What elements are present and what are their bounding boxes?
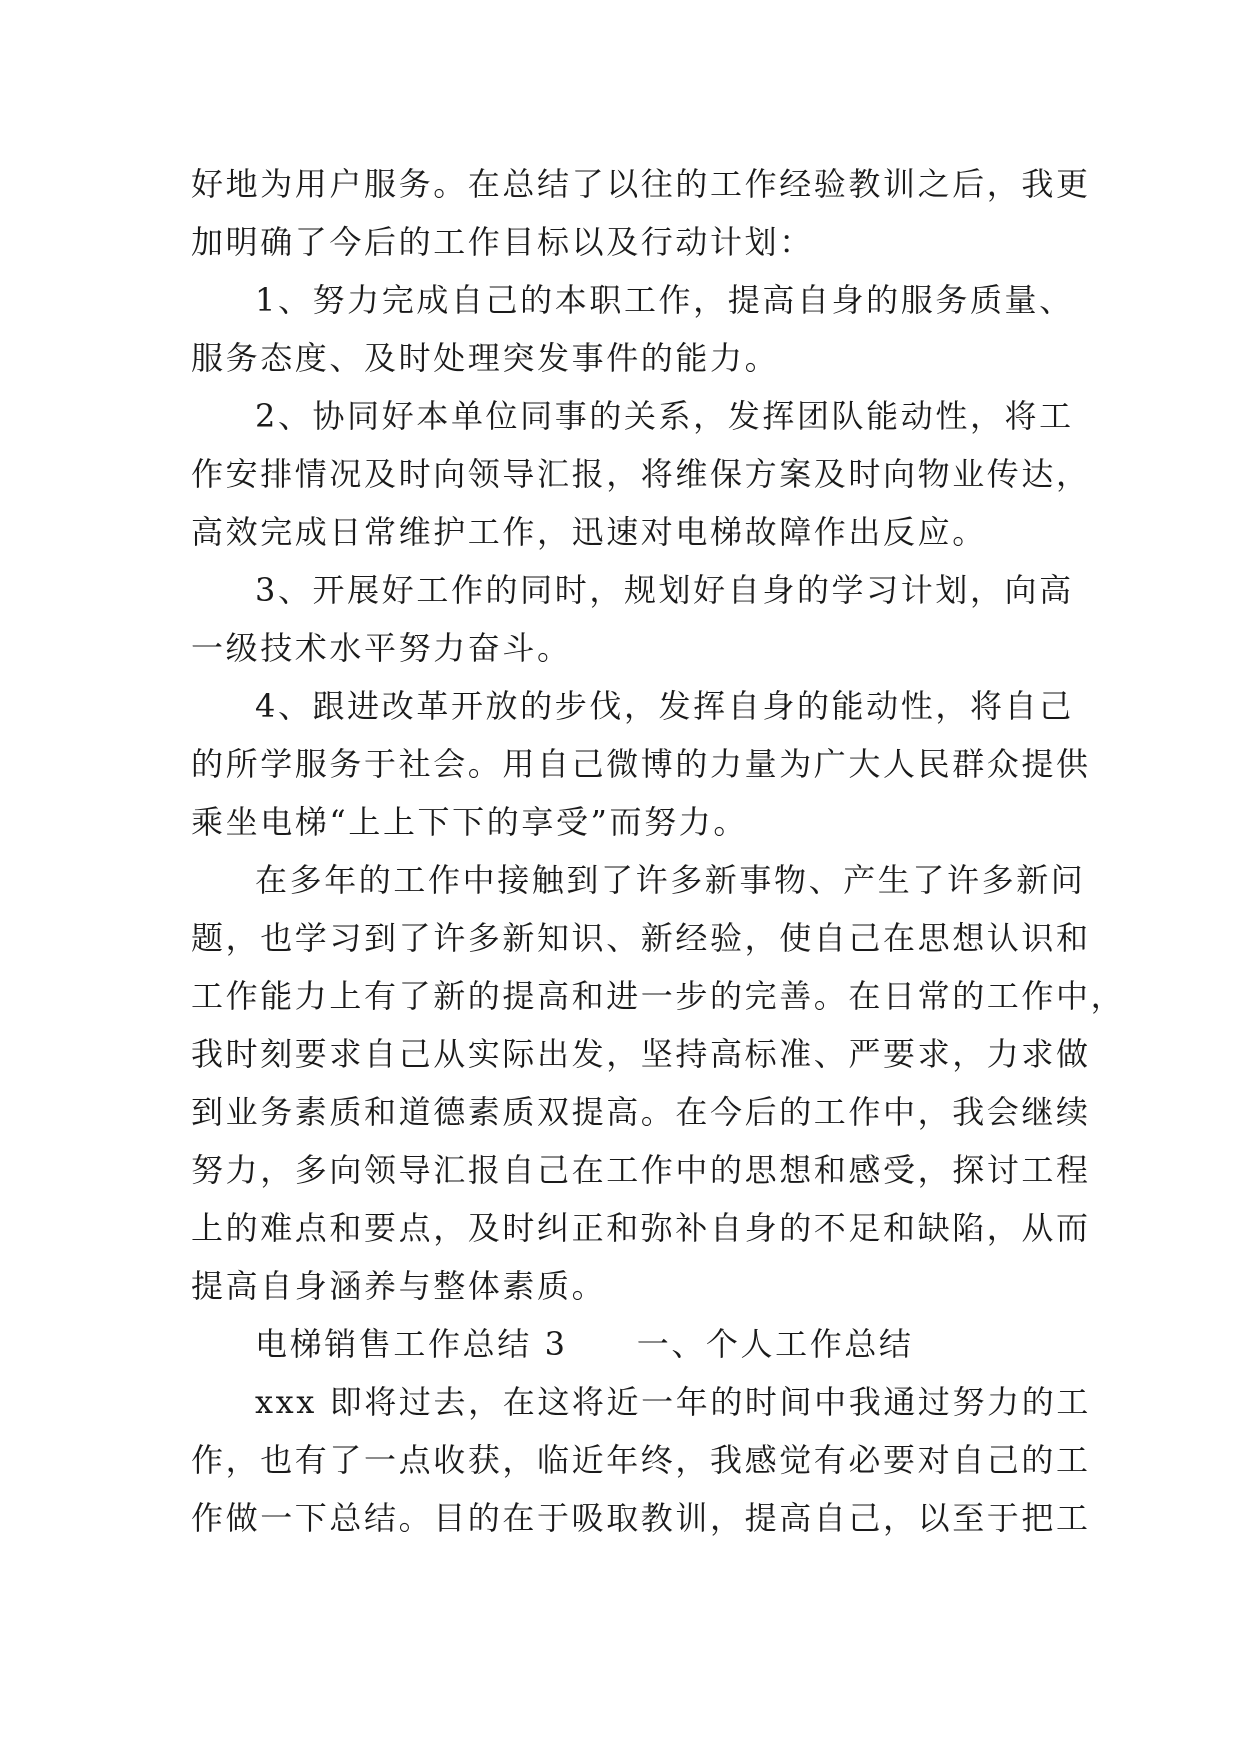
text-line: 高效完成日常维护工作，迅速对电梯故障作出反应。 xyxy=(191,513,987,551)
text-line: 提高自身涵养与整体素质。 xyxy=(191,1267,607,1305)
text-line: 服务态度、及时处理突发事件的能力。 xyxy=(191,339,780,377)
text-line: 乘坐电梯“上上下下的享受”而努力。 xyxy=(191,803,748,841)
text-line: 工作能力上有了新的提高和进一步的完善。在日常的工作中， xyxy=(191,977,1126,1015)
list-item-2: 2、协同好本单位同事的关系，发挥团队能动性，将工 xyxy=(255,397,1074,435)
text-line: 我时刻要求自己从实际出发，坚持高标准、严要求，力求做 xyxy=(191,1035,1091,1073)
list-item-1: 1、努力完成自己的本职工作，提高自身的服务质量、 xyxy=(255,281,1074,319)
list-item-4: 4、跟进改革开放的步伐，发挥自身的能动性，将自己 xyxy=(255,687,1074,725)
text-line: 作安排情况及时向领导汇报，将维保方案及时向物业传达， xyxy=(191,455,1091,493)
text-line: 作做一下总结。目的在于吸取教训，提高自己，以至于把工 xyxy=(191,1499,1091,1537)
paragraph-start: xxx 即将过去，在这将近一年的时间中我通过努力的工 xyxy=(255,1383,1091,1421)
text-line: 作，也有了一点收获，临近年终，我感觉有必要对自己的工 xyxy=(191,1441,1091,1479)
text-line: 到业务素质和道德素质双提高。在今后的工作中，我会继续 xyxy=(191,1093,1091,1131)
text-line: 题，也学习到了许多新知识、新经验，使自己在思想认识和 xyxy=(191,919,1091,957)
text-line: 的所学服务于社会。用自己微博的力量为广大人民群众提供 xyxy=(191,745,1091,783)
text-line: 努力，多向领导汇报自己在工作中的思想和感受，探讨工程 xyxy=(191,1151,1091,1189)
section-heading: 电梯销售工作总结 3 一、个人工作总结 xyxy=(255,1325,914,1363)
paragraph-start: 在多年的工作中接触到了许多新事物、产生了许多新问 xyxy=(255,861,1086,899)
text-line: 加明确了今后的工作目标以及行动计划： xyxy=(191,223,814,261)
text-line: 好地为用户服务。在总结了以往的工作经验教训之后，我更 xyxy=(191,165,1091,203)
text-line: 上的难点和要点，及时纠正和弥补自身的不足和缺陷，从而 xyxy=(191,1209,1091,1247)
list-item-3: 3、开展好工作的同时，规划好自身的学习计划，向高 xyxy=(255,571,1074,609)
text-line: 一级技术水平努力奋斗。 xyxy=(191,629,572,667)
